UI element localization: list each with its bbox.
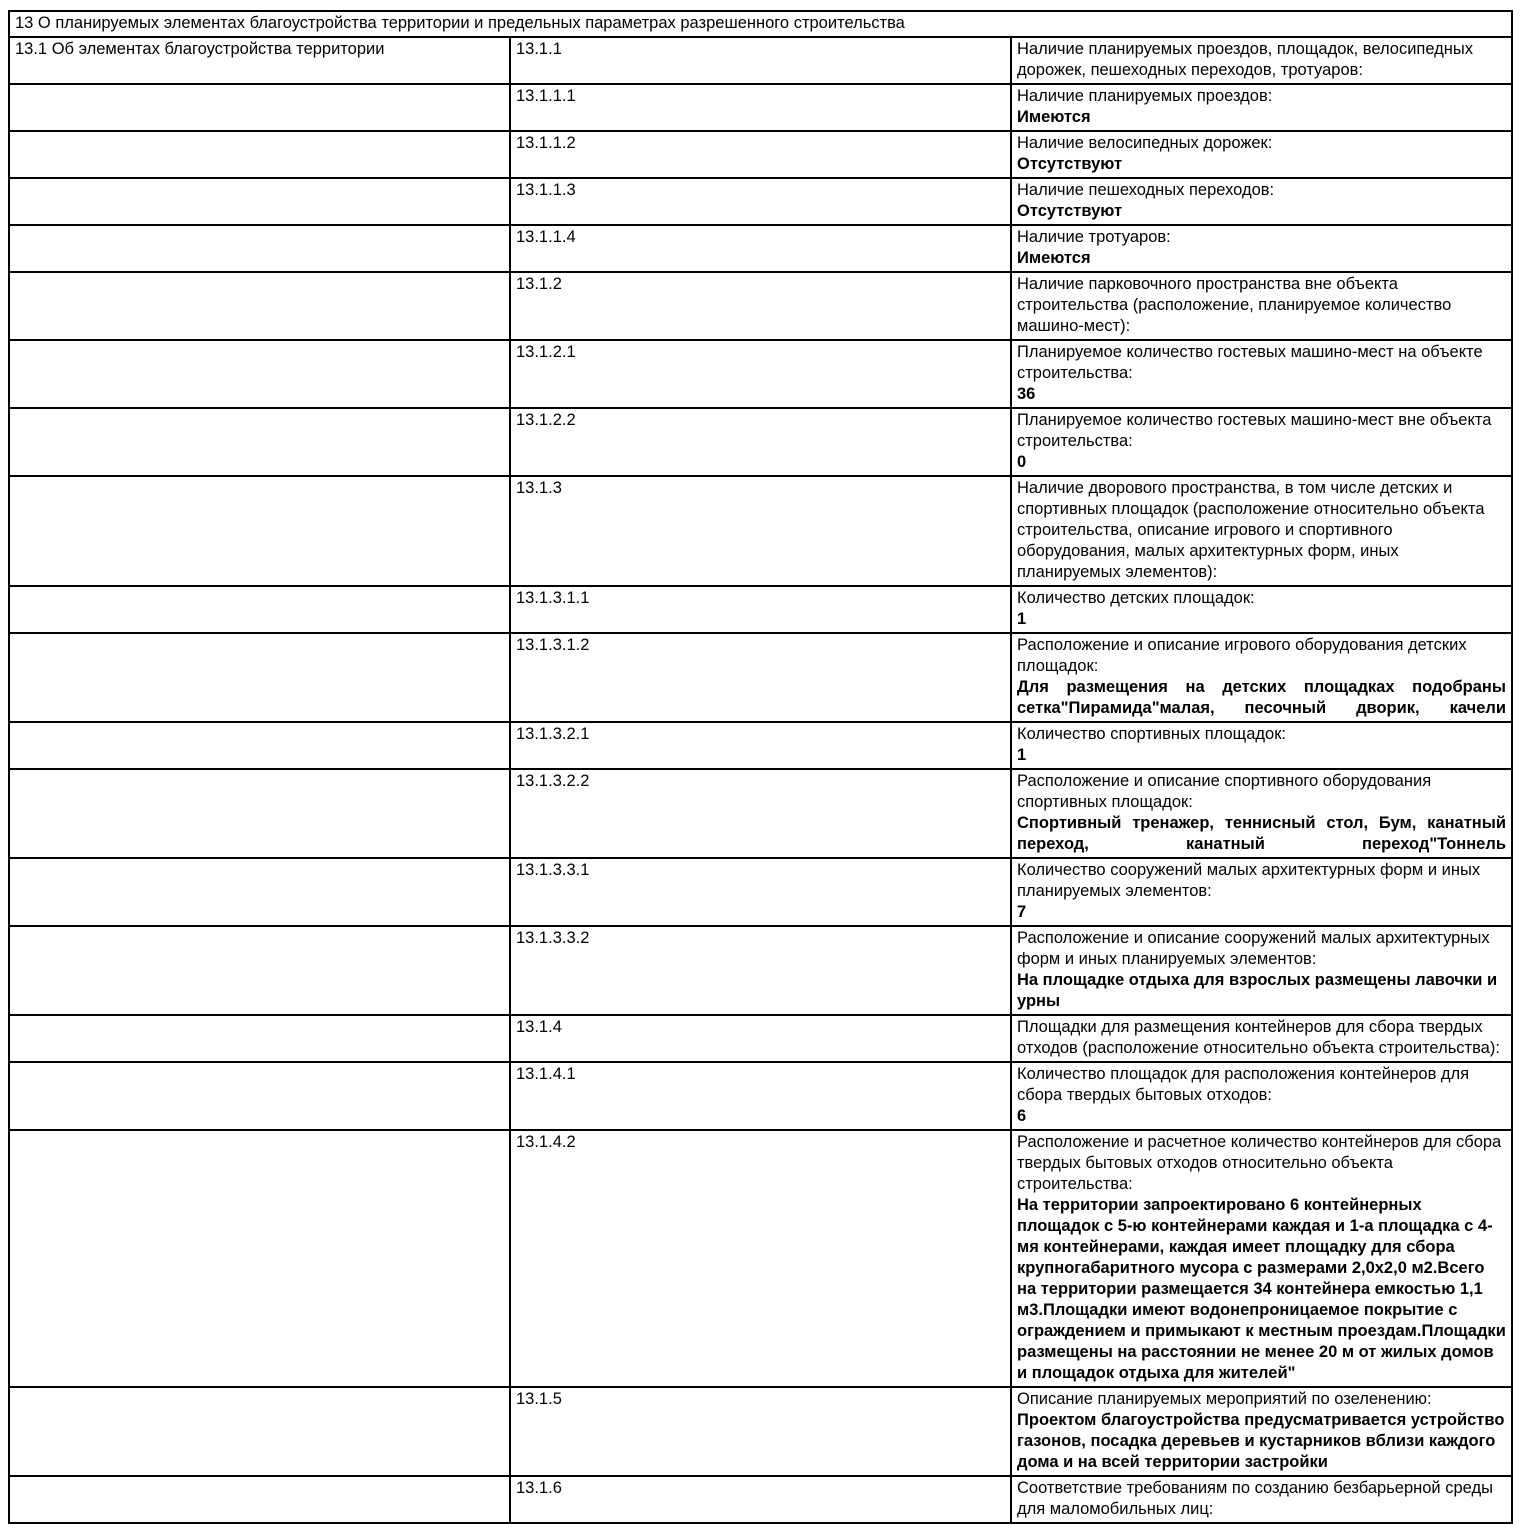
- row-code-cell: 13.1.1: [510, 37, 1011, 84]
- row-label: Наличие пешеходных переходов:: [1017, 181, 1275, 199]
- row-label: Наличие дворового пространства, в том числе детских и спортивных площадок (расположение относительно объекта строительства, описание игрового и спортивного оборудования, малых архитектурных форм, иных планируемых элементов):: [1017, 479, 1485, 581]
- row-content-cell: [1011, 225, 1512, 272]
- section-subtitle-cell: 13.1 Об элементах благоустройства территории: [9, 37, 510, 84]
- section-title: 13 О планируемых элементах благоустройства территории и предельных параметрах разрешенного строительства: [9, 11, 1512, 37]
- table-row: [9, 178, 1512, 225]
- section-header-row: [9, 11, 1512, 37]
- table-row: [9, 586, 1512, 633]
- row-left-cell: [9, 1015, 510, 1062]
- row-code-cell: 13.1.3.3.1: [510, 858, 1011, 926]
- row-content-cell: [1011, 1387, 1512, 1476]
- table-row: [9, 633, 1512, 722]
- row-content-cell: [1011, 408, 1512, 476]
- table-row: [9, 340, 1512, 408]
- row-content-cell: [1011, 926, 1512, 1015]
- row-code-cell: 13.1.6: [510, 1476, 1011, 1523]
- row-left-cell: [9, 340, 510, 408]
- row-label: Расположение и описание сооружений малых архитектурных форм и иных планируемых элементов:: [1017, 929, 1490, 968]
- row-left-cell: [9, 408, 510, 476]
- row-left-cell: [9, 769, 510, 858]
- table-row: [9, 37, 1512, 84]
- row-label: Планируемое количество гостевых машино-мест на объекте строительства:: [1017, 343, 1483, 382]
- table-row: [9, 722, 1512, 769]
- row-label: Расположение и описание игрового оборудования детских площадок:: [1017, 636, 1467, 675]
- row-label: Расположение и описание спортивного оборудования спортивных площадок:: [1017, 772, 1432, 811]
- row-value: На площадке отдыха для взрослых размещены лавочки и урны: [1017, 971, 1498, 1010]
- row-content-cell: [1011, 476, 1512, 586]
- table-row: [9, 408, 1512, 476]
- row-left-cell: [9, 1062, 510, 1130]
- row-content-cell: [1011, 1062, 1512, 1130]
- row-content-cell: [1011, 37, 1512, 84]
- row-code-cell: 13.1.3.2.2: [510, 769, 1011, 858]
- row-content-cell: [1011, 178, 1512, 225]
- row-content-cell: [1011, 722, 1512, 769]
- row-label: Наличие велосипедных дорожек:: [1017, 134, 1273, 152]
- row-code-cell: 13.1.3: [510, 476, 1011, 586]
- declaration-document: [8, 10, 1513, 1524]
- row-label: Количество детских площадок:: [1017, 589, 1255, 607]
- row-value: 0: [1017, 453, 1027, 471]
- row-label: Наличие тротуаров:: [1017, 228, 1171, 246]
- row-left-cell: [9, 1130, 510, 1387]
- row-code-cell: 13.1.1.2: [510, 131, 1011, 178]
- row-label: Описание планируемых мероприятий по озеленению:: [1017, 1390, 1432, 1408]
- row-label: Расположение и расчетное количество контейнеров для сбора твердых бытовых отходов относительно объекта строительства:: [1017, 1133, 1502, 1193]
- row-label: Количество площадок для расположения контейнеров для сбора твердых бытовых отходов:: [1017, 1065, 1470, 1104]
- table-row: [9, 476, 1512, 586]
- row-value: Отсутствуют: [1017, 202, 1123, 220]
- row-value: Отсутствуют: [1017, 155, 1123, 173]
- row-left-cell: [9, 131, 510, 178]
- row-content-cell: [1011, 1130, 1512, 1387]
- row-value: 36: [1017, 385, 1036, 403]
- row-code-cell: 13.1.3.1.1: [510, 586, 1011, 633]
- table-row: [9, 1062, 1512, 1130]
- row-left-cell: [9, 722, 510, 769]
- row-content-cell: [1011, 1476, 1512, 1523]
- row-value: Для размещения на детских площадках подобраны сетка"Пирамида"малая, песочный дворик, качели: [1017, 678, 1506, 717]
- row-code-cell: 13.1.3.3.2: [510, 926, 1011, 1015]
- table-row: [9, 84, 1512, 131]
- table-row: [9, 272, 1512, 340]
- row-label: Площадки для размещения контейнеров для сбора твердых отходов (расположение относительно объекта строительства):: [1017, 1018, 1500, 1057]
- row-code-cell: 13.1.4: [510, 1015, 1011, 1062]
- table-body: [9, 11, 1512, 1523]
- table-row: [9, 1015, 1512, 1062]
- row-label: Наличие планируемых проездов:: [1017, 87, 1273, 105]
- row-content-cell: [1011, 858, 1512, 926]
- improvement-parameters-table: [8, 10, 1513, 1524]
- row-content-cell: [1011, 84, 1512, 131]
- row-label: Количество сооружений малых архитектурных форм и иных планируемых элементов:: [1017, 861, 1481, 900]
- row-label: Наличие планируемых проездов, площадок, велосипедных дорожек, пешеходных переходов, тротуаров:: [1017, 40, 1474, 79]
- row-content-cell: [1011, 586, 1512, 633]
- row-content-cell: [1011, 131, 1512, 178]
- row-left-cell: [9, 84, 510, 131]
- row-code-cell: 13.1.2.2: [510, 408, 1011, 476]
- row-code-cell: 13.1.3.1.2: [510, 633, 1011, 722]
- table-row: [9, 926, 1512, 1015]
- row-value: 7: [1017, 903, 1027, 921]
- row-code-cell: 13.1.3.2.1: [510, 722, 1011, 769]
- row-value: Имеются: [1017, 249, 1091, 267]
- row-value: Спортивный тренажер, теннисный стол, Бум, канатный переход, канатный переход"Тоннель: [1017, 814, 1506, 853]
- row-code-cell: 13.1.2: [510, 272, 1011, 340]
- row-content-cell: [1011, 769, 1512, 858]
- table-row: [9, 1387, 1512, 1476]
- table-row: [9, 858, 1512, 926]
- row-left-cell: [9, 926, 510, 1015]
- row-code-cell: 13.1.2.1: [510, 340, 1011, 408]
- row-content-cell: [1011, 633, 1512, 722]
- row-content-cell: [1011, 1015, 1512, 1062]
- row-value: 6: [1017, 1107, 1027, 1125]
- row-left-cell: [9, 1476, 510, 1523]
- row-value: 1: [1017, 610, 1027, 628]
- row-left-cell: [9, 633, 510, 722]
- row-left-cell: [9, 272, 510, 340]
- row-left-cell: [9, 178, 510, 225]
- row-code-cell: 13.1.4.2: [510, 1130, 1011, 1387]
- row-value: Проектом благоустройства предусматривается устройство газонов, посадка деревьев и кустарников вблизи каждого дома и на всей территории застройки: [1017, 1411, 1505, 1471]
- row-left-cell: [9, 858, 510, 926]
- table-row: [9, 131, 1512, 178]
- table-row: [9, 1130, 1512, 1387]
- row-left-cell: [9, 1387, 510, 1476]
- row-value: На территории запроектировано 6 контейнерных площадок с 5-ю контейнерами каждая и 1-а площадка с 4-мя контейнерами, каждая имеет площадку для сбора крупногабаритного мусора с размерами 2,0х2,0 м2.Всего на территории размещается 34 контейнера емкостью 1,1 м3.Площадки имеют водонепроницаемое покрытие с ограждением и примыкают к местным проездам.Площадки размещены на расстоянии не менее 20 м от жилых домов и площадок отдыха для жителей": [1017, 1196, 1506, 1382]
- row-left-cell: [9, 586, 510, 633]
- row-label: Планируемое количество гостевых машино-мест вне объекта строительства:: [1017, 411, 1492, 450]
- table-row: [9, 225, 1512, 272]
- row-left-cell: [9, 225, 510, 272]
- row-left-cell: [9, 476, 510, 586]
- table-row: [9, 1476, 1512, 1523]
- row-label: Количество спортивных площадок:: [1017, 725, 1286, 743]
- row-code-cell: 13.1.1.4: [510, 225, 1011, 272]
- row-value: 1: [1017, 746, 1027, 764]
- row-code-cell: 13.1.4.1: [510, 1062, 1011, 1130]
- row-code-cell: 13.1.5: [510, 1387, 1011, 1476]
- row-label: Соответствие требованиям по созданию безбарьерной среды для маломобильных лиц:: [1017, 1479, 1493, 1518]
- row-content-cell: [1011, 272, 1512, 340]
- row-content-cell: [1011, 340, 1512, 408]
- row-value: Имеются: [1017, 108, 1091, 126]
- row-code-cell: 13.1.1.3: [510, 178, 1011, 225]
- row-label: Наличие парковочного пространства вне объекта строительства (расположение, планируемое количество машино-мест):: [1017, 275, 1452, 335]
- row-code-cell: 13.1.1.1: [510, 84, 1011, 131]
- table-row: [9, 769, 1512, 858]
